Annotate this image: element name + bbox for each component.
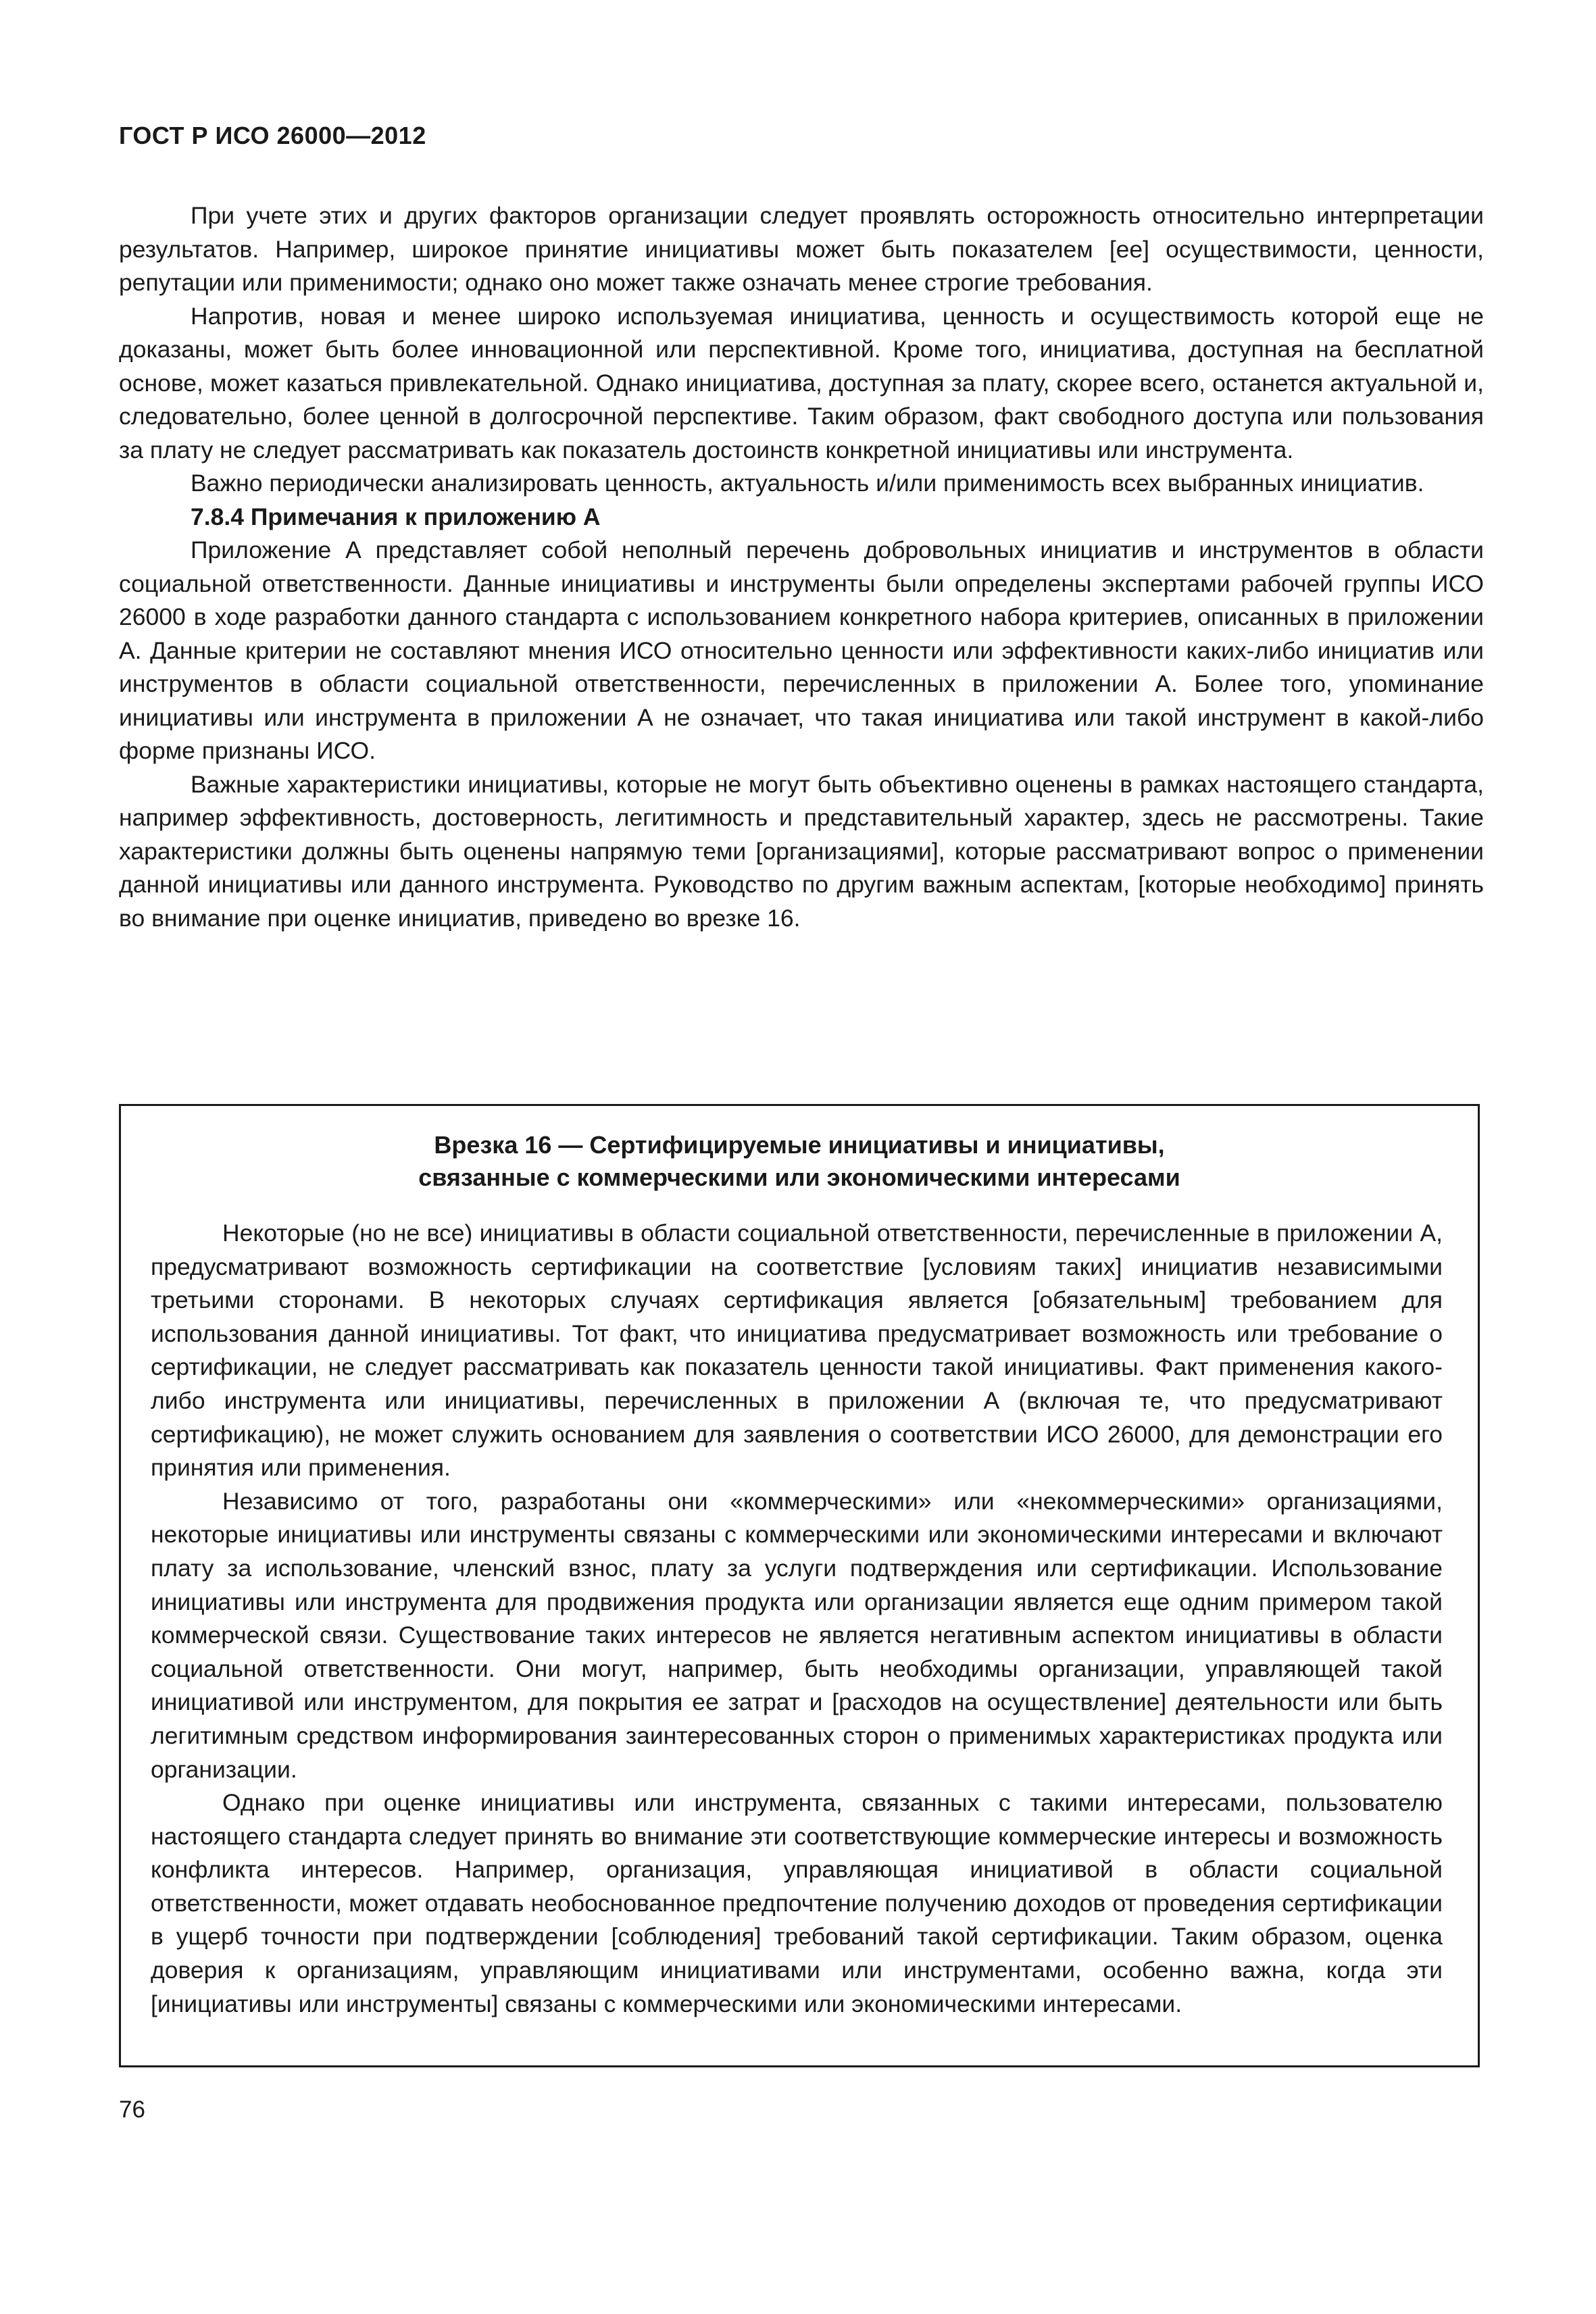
paragraph: Приложение А представляет собой неполный перечень добровольных инициатив и инструментов в области социальной ответственности. Данные инициативы и инструменты были определены экспертами рабочей группы ИСО 26000 в ходе разработки данного стандарта с использованием конкретного набора критериев, описанных в приложении А. Данные критерии не составляют мнения ИСО относительно ценности или эффективности каких-либо инициатив или инструментов в области социальной ответственности, перечисленных в приложении А. Более того, упоминание инициативы или инструмента в приложении А не означает, что такая инициатива или такой инструмент в какой-либо форме признаны ИСО. (119, 536, 1484, 764)
inset-text (151, 1217, 1443, 2021)
page-number: 76 (119, 2096, 145, 2123)
inset-title-line: Врезка 16 — Сертифицируемые инициативы и инициативы, (434, 1131, 1165, 1159)
paragraph: Напротив, новая и менее широко используемая инициатива, ценность и осуществимость которой еще не доказаны, может быть более инновационной или перспективной. Кроме того, инициатива, доступная на бесплатной основе, может казаться привлекательной. Однако инициатива, доступная за плату, скорее всего, останется актуальной и, следовательно, более ценной в долгосрочной перспективе. Таким образом, факт свободного доступа или пользования за плату не следует рассматривать как показатель достоинств конкретной инициативы или инструмента. (119, 302, 1484, 463)
paragraph: Важные характеристики инициативы, которые не могут быть объективно оценены в рамках настоящего стандарта, например эффективность, достоверность, легитимность и представительный характер, здесь не рассмотрены. Такие характеристики должны быть оценены напрямую теми [организациями], которые рассматривают вопрос о применении данной инициативы или данного инструмента. Руководство по другим важным аспектам, [которые необходимо] принять во внимание при оценке инициатив, приведено во врезке 16. (119, 770, 1484, 932)
inset-paragraph: Независимо от того, разработаны они «коммерческими» или «некоммерческими» организациями, некоторые инициативы или инструменты связаны с коммерческими или экономическими интересами и включают плату за использование, членский взнос, плату за услуги подтверждения или сертификации. Использование инициативы или инструмента для продвижения продукта или организации является еще одним примером такой коммерческой связи. Существование таких интересов не является негативным аспектом инициативы в области социальной ответственности. Они могут, например, быть необходимы организации, управляющей такой инициативой или инструментом, для покрытия ее затрат и [расходов на осуществление] деятельности или быть легитимным средством информирования заинтересованных сторон о применимых характеристиках продукта или организации. (151, 1487, 1443, 1783)
inset-paragraph: Некоторые (но не все) инициативы в области социальной ответственности, перечисленные в приложении А, предусматривают возможность сертификации на соответствие [условиям таких] инициатив независимыми третьими сторонами. В некоторых случаях сертификация является [обязательным] требованием для использования данной инициативы. Тот факт, что инициатива предусматривает возможность или требование о сертификации, не следует рассматривать как показатель ценности такой инициативы. Факт применения какого-либо инструмента или инициативы, перечисленных в приложении А (включая те, что предусматривают сертификацию), не может служить основанием для заявления о соответствии ИСО 26000, для демонстрации его принятия или применения. (151, 1219, 1443, 1482)
inset-title (121, 1129, 1478, 1194)
inset-title-line: связанные с коммерческими или экономическими интересами (418, 1163, 1180, 1191)
paragraph: При учете этих и других факторов организации следует проявлять осторожность относительно интерпретации результатов. Например, широкое принятие инициативы может быть показателем [ее] осуществимости, ценности, репутации или применимости; однако оно может также означать менее строгие требования. (119, 202, 1484, 296)
document-header: ГОСТ Р ИСО 26000—2012 (119, 122, 426, 149)
main-text (119, 199, 1484, 935)
inset-paragraph: Однако при оценке инициативы или инструмента, связанных с такими интересами, пользователю настоящего стандарта следует принять во внимание эти соответствующие коммерческие интересы и возможность конфликта интересов. Например, организация, управляющая инициативой в области социальной ответственности, может отдавать необоснованное предпочтение получению доходов от проведения сертификации в ущерб точности при подтверждении [соблюдения] требований такой сертификации. Таким образом, оценка доверия к организациям, управляющим инициативами или инструментами, особенно важна, когда эти [инициативы или инструменты] связаны с коммерческими или экономическими интересами. (151, 1789, 1443, 2017)
inset-box (119, 1104, 1480, 2067)
paragraph: Важно периодически анализировать ценность, актуальность и/или применимость всех выбранных инициатив. (191, 470, 1424, 497)
section-heading: 7.8.4 Примечания к приложению А (191, 503, 601, 530)
